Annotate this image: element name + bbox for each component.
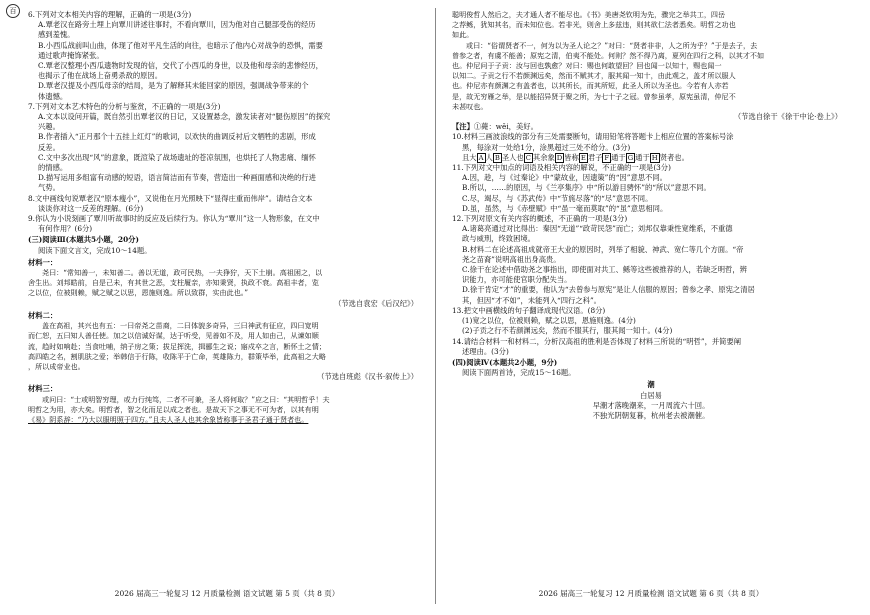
question-13-stem: 13.把文中画横线的句子翻译成现代汉语。(8分)	[452, 305, 606, 315]
material-1-source: （节选自袁宏《后汉纪》）	[334, 298, 418, 308]
breakpoint-text: 贤者也。	[659, 152, 689, 162]
material-3-continued-line: 或曰：“俗谓贤者不一，何为以为圣人论之？”对曰：“贤者非非，人之所为乎？”于是去子，去	[466, 40, 758, 50]
question-11-option-b: B.所以，……的原因，与《兰亭集序》中“所以游目骋怀”的“所以”意思不同。	[462, 183, 711, 193]
question-7-option-b-cont: 反差。	[38, 142, 60, 152]
breakpoint-box-e: E	[580, 153, 586, 162]
breakpoint-text: 圣人也	[501, 152, 524, 162]
breakpoint-box-f: F	[604, 153, 610, 162]
material-2-line: 而仁恕，五曰知人善任使。加之以信诚好谋，达于听受，见善如不及，用人如由己，从谏如顺	[28, 331, 319, 341]
material-3-continued-line: 聪明俊哲人然后之，夫才通人者不能尽也。《书》美唐尧钦明为先，骤完之举共工，四岳	[452, 10, 726, 19]
question-6-option-c: C.覃老汉整理小西瓜遗物时发现的信，交代了小西瓜的身世，以及他和母亲的悲惨经历，	[38, 61, 323, 71]
material-3-continued-line: 如此。	[452, 30, 474, 40]
question-12-stem: 12.下列对原文有关内容的概述，不正确的一项是(3分)	[452, 214, 628, 224]
poem-line: 不独光阴朝复暮，杭州老去被潮催。	[592, 410, 710, 420]
question-6-stem: 6.下列对文本相关内容的理解，正确的一项是(3分)	[28, 10, 192, 19]
annotation-note	[452, 122, 850, 132]
material-3-source: （节选自徐干《徐干中论·卷上》）	[733, 112, 842, 122]
breakpoint-box-c: C	[525, 153, 531, 162]
question-12-option-b: B.材料二在论述高祖成就帝王大业的原因时，列举了相貌、神武、宽仁等几个方面。“帝	[462, 244, 744, 254]
material-1-line: 之以位，位被則赖，赋之赋之以思，恩施则逸。所以致群，实由此也。”	[28, 288, 248, 298]
breakpoint-box-h: H	[651, 153, 658, 162]
material-1-label: 材料一：	[28, 257, 58, 267]
left-page	[28, 10, 426, 582]
material-2-line: ，所以成帝业也。	[28, 361, 85, 371]
breakpoint-prefix: 且大	[462, 152, 477, 162]
breakpoint-text: 其余象	[532, 152, 555, 162]
question-6-option-d-cont: 体遗憾。	[38, 91, 68, 101]
question-6-option-a-cont: 感到羞愧。	[38, 30, 75, 40]
question-11-stem: 11.下列对文中加点的词语及相关内容的解说，不正确的一项是(3分)	[452, 163, 671, 173]
question-14-stem: 14.请结合材料一和材料二，分析汉高祖的胜利是否体现了材料三所说的“明哲”，并简要阐	[452, 336, 742, 346]
question-12-option-a-cont: 政与威刑，终致困境。	[462, 234, 535, 244]
material-3-continued-line: 以知二。子贡之行不若颜渊远矣，然而不赋其才，服其闻一知十，由此观之，盖才所以服人	[452, 71, 736, 81]
poem-line: 早潮才落晚潮来，一月周流六十回。	[592, 400, 710, 410]
question-7-option-a: A.文本以设问开篇，既自然引出覃老汉的日记，又设置悬念，激发读者对“腿伤原因”的探究	[38, 112, 331, 122]
material-3-continued-line: 曾参之者，有虞不能善；原宪之清，伯夷不能处。何则？然不得乃离，夏列在四行之科，以其才不如	[452, 50, 765, 60]
question-9-stem-cont: 有何作用？(6分)	[38, 224, 93, 234]
breakpoint-box-d: D	[556, 153, 563, 162]
breakpoint-text: 通于	[635, 152, 650, 162]
question-11-option-c: C.尽，竭尽，与《苏武传》中“节旄尽落”的“尽”意思不同。	[462, 193, 653, 203]
question-6-option-b-cont: 通过歌声掩饰紧张。	[38, 50, 104, 60]
question-8-stem-cont: 谈谈你对这一反差的理解。(6分)	[38, 203, 144, 213]
question-10-stem: 10.材料三画波浪线的部分有三处需要断句，请用铅笔将答题卡上相应位置的答案标号涂	[452, 132, 734, 142]
question-7-option-d-cont: 气势。	[38, 183, 60, 193]
material-2-line: 盖在高祖，其兴也有五：一曰帝尧之苗裔，二曰体貌多奇异，三曰神武有征应，四曰宽明	[42, 321, 319, 331]
poem-title: 潮	[647, 380, 655, 390]
question-12-option-c: C.徐干在论述中借助尧之事指出，即使面对共工、鲧等这些被推荐的人，若缺乏明哲，辨	[462, 265, 747, 275]
material-3-line: 或问曰：“士或明智穷理，或力行纯笃，二者不可兼，圣人将何取？”应之曰：“其明哲乎！夫	[42, 394, 330, 404]
breakpoint-text: 通于	[611, 152, 626, 162]
material-3-continued-line: 之荐鲧，犹知其名，而未知位也。若非光，则舍上多兹违，则其欲仁法者悉矣。明哲之功也	[452, 20, 736, 30]
question-12-option-c-cont: 识能力，亦可能使官职分配失当。	[462, 275, 572, 285]
material-3-label: 材料三：	[28, 384, 58, 394]
poem-author: 白居易	[640, 390, 662, 400]
question-7-option-b: B.作者插入“正月那个十五挂上红灯”的歌词，以欢快的曲调反衬后文牺牲的悲剧，形成	[38, 132, 316, 142]
section-4-intro: 阅读下面两首诗，完成15～16题。	[462, 368, 576, 378]
right-page	[452, 10, 850, 582]
section-3-heading: (三)阅读Ⅲ(本题共5小题，20分)	[28, 235, 139, 245]
question-6-option-d: D.覃老汉提及小西瓜母亲的结局，是为了解释其未能回家的原因，强调战争带来的个	[38, 81, 309, 91]
material-2-line: 高四皓之名，割肌肤之爱；举韩信于行陈，收陈平于亡命，英雄陈力，群策毕举，此高祖之大略	[28, 351, 326, 361]
material-1-line: 尧曰：“常知善一，未知善二。善以无道，政可民热，一夫狰狞，天下土崩。高祖困之，以	[42, 268, 323, 278]
note-label: 【注】	[452, 122, 474, 132]
question-7-option-a-cont: 兴趣。	[38, 122, 60, 132]
material-1-line: 舍生出。刘邦皓前，自是己未，有其世之恶，支柱履亲，亦知秉贤，执政不衰。高祖丰者，览	[28, 278, 319, 288]
question-12-option-d-cont: 其，但因“才不如”，未能列入“四行之科”。	[462, 295, 601, 305]
corner-seal-icon: 百	[6, 4, 20, 18]
material-3-wavy-line: 《易》阴系辞：“乃大以服明照于四方。”且夫人圣人也其余象皆称事于圣君子通于贤者也。	[28, 414, 309, 424]
breakpoint-box-a: A	[478, 153, 484, 162]
question-6-option-b: B.小西瓜战前叫山曲，体现了他对平凡生活的向往，也暗示了他内心对战争的恐惧，需要	[38, 40, 323, 50]
question-9-stem: 9.你认为小说刻画了覃川听故事时的反应及后续行为。你认为“覃川”这一人物形象，在文中	[28, 214, 320, 224]
question-10-stem-cont: 黑，每涂对一处给1分，涂黑超过三处不给分。(3分)	[462, 142, 631, 152]
material-3-continued-line: 未甚叹也。	[452, 101, 488, 111]
question-8-stem: 8.文中画线句说覃老汉“原本瘦小”，又说他在月光照映下“显得庄重而伟岸”。请结合文本	[28, 193, 313, 203]
question-7-option-c-cont: 的情感。	[38, 163, 68, 173]
question-12-option-a: A.诸葛亮通过对比得出：秦因“无道”“政苛民怨”而亡；刘邦仅靠秉性宽维系，不重德	[462, 224, 733, 234]
question-11-option-a: A.因，趁，与《过秦论》中“蒙故业，因遗策”的“因”意思不同。	[462, 173, 667, 183]
material-3-continued-line: 是，故无穷雁之举，是以能招异贤于聚之所，为七十子之冠。曾参虽孝，原宪虽清，仲尼不	[452, 91, 736, 101]
left-page-footer: 2026 届高三一轮复习 12 月质量检测 语文试题 第 5 页（共 8 页）	[114, 589, 340, 598]
material-3-line: 明哲之为用，亦大矣。明哲者，智之化而足以成之者也。是故天下之事无不可为者，以其有明	[28, 404, 319, 414]
question-11-option-d: D.虽，虽然，与《赤壁赋》中“虽一毫而莫取”的“虽”意思相同。	[462, 203, 668, 213]
question-13-item-1: (1)宽之以位，位被则赖，赋之以思，恩施则逸。(4分)	[462, 316, 636, 326]
question-13-item-2: (2)子贡之行不若颜渊远矣，然而不服其行，服其闻一知十。(4分)	[462, 326, 673, 336]
question-7-option-d: D.描写运用多组富有动感的短语，语言简洁而有节奏，营造出一种画面感和决绝的行进	[38, 173, 316, 183]
question-14-stem-cont: 述理由。(3分)	[462, 346, 509, 356]
question-7-stem: 7.下列对文本艺术特色的分析与鉴赏，不正确的一项是(3分)	[28, 101, 221, 111]
right-page-footer: 2026 届高三一轮复习 12 月质量检测 语文试题 第 6 页（共 8 页）	[538, 589, 764, 598]
section-3-intro: 阅读下面文言文，完成10～14题。	[38, 245, 152, 255]
material-2-line: 流，趋时如响赴；当食吐哺，纳子房之策；拔足挥洗，揖郦生之说；寤戍卒之言，断怀土之情；	[28, 341, 326, 351]
breakpoint-text: 君子	[587, 152, 603, 162]
question-6-option-a: A.覃老汉在路旁土埋上向覃川讲述往事时，不看向覃川，因为他对自己腿部受伤的经历	[38, 20, 316, 30]
breakpoint-text: 人	[485, 152, 493, 162]
breakpoint-text: 皆称	[564, 152, 579, 162]
material-3-continued-line: 也。仲尼亦有颜渊之有盖者也，以其所长，而其所短，此圣人所以为圣也。今若有人亦若	[452, 81, 729, 91]
section-4-heading: (四)阅读Ⅳ(本题共2小题，9分)	[452, 357, 558, 367]
material-3-continued-line: 也。仲尼问于子贡：汝与回也孰愈？对曰：赐也何敢望回？回也闻一以知十，赐也闻一	[452, 61, 722, 71]
question-12-option-d: D.徐干肯定“才”的重要，他认为“去曾参与原宪”是让人信服的原因；曾参之孝、原宪之清居	[462, 285, 755, 295]
note-text: ①薨：wěi，美好。	[473, 122, 538, 132]
question-12-option-b-cont: 尧之苗裔”说明高祖出身高贵。	[462, 254, 561, 264]
material-2-label: 材料二：	[28, 310, 58, 320]
question-6-option-c-cont: 也揭示了他在战场上奋勇杀敌的原因。	[38, 71, 163, 81]
material-2-source: （节选自班彪《汉书·叙传上》）	[317, 372, 418, 382]
question-10-breakpoint-row	[452, 153, 850, 163]
page-divider	[435, 8, 436, 604]
question-7-option-c: C.文中多次出现“风”的意象，既渲染了战场遗址的苍凉氛围，也烘托了人物悲痛、缅怀	[38, 152, 316, 162]
breakpoint-box-g: G	[627, 153, 634, 162]
breakpoint-box-b: B	[494, 153, 500, 162]
